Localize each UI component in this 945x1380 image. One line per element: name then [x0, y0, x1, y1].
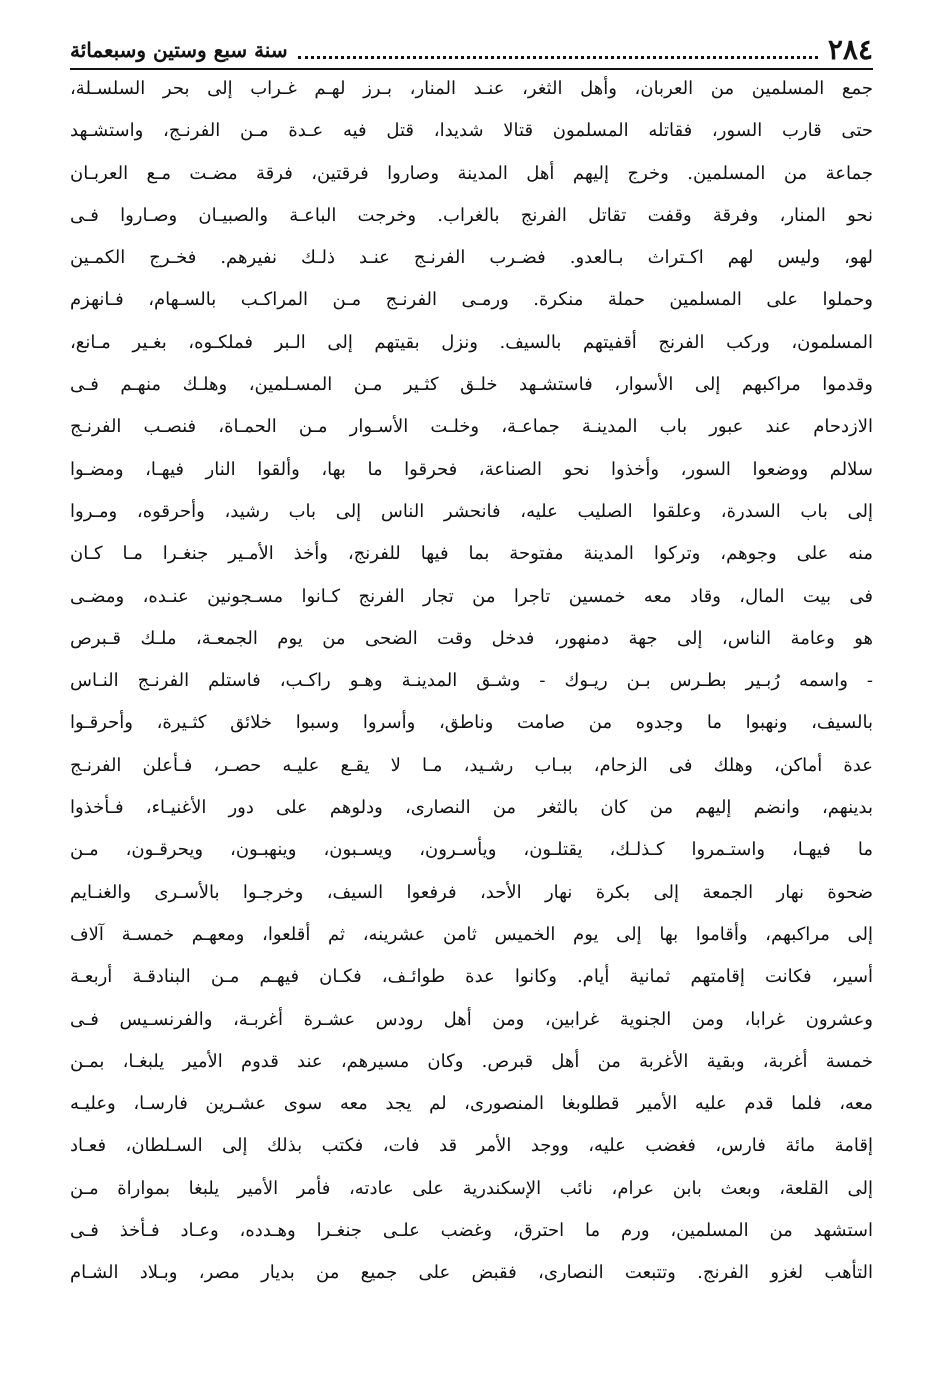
text-line: ما فيهـا، واستـمروا كـذلـك، يقتلـون، ويأسـرون، ويسـبون، وينهبـون، ويحرقـون، مـن — [70, 839, 873, 861]
text-line: إلى باب السدرة، وعلقوا الصليب عليه، فانحشر الناس إلى باب رشيد، وأحرقوه، ومـروا — [70, 500, 873, 522]
text-line: بالسيف، ونهبوا ما وجدوه من صامت وناطق، وأسروا وسبوا خلائق كثـيرة، وأحرقـوا — [70, 712, 873, 734]
text-line: إلى القلعة، وبعث بابن عرام، نائب الإسكندرية على عادته، فأمر الأمير يلبغا بمواراة مـن — [70, 1177, 873, 1199]
text-line: ضحوة نهار الجمعة إلى بكرة نهار الأحد، فرفعوا السيف، وخرجـوا بالأسـرى والغنـايم — [70, 881, 873, 903]
body-text — [70, 68, 873, 1295]
text-line: هو وعامة الناس، إلى جهة دمنهور، فدخل وقت الضحى من يوم الجمعـة، ملـك قـبرص — [70, 627, 873, 649]
text-line: إلى مراكبهم، وأقاموا بها إلى يوم الخميس ثامن عشرينه، ثم أقلعوا، ومعهـم خمسـة آلاف — [70, 923, 873, 945]
text-line: إقامة مائة فارس، فغضب عليه، ووجد الأمر قد فات، فكتب بذلك إلى السـلطان، فعـاد — [70, 1135, 873, 1157]
text-line: - واسمه رُبـير بطـرس بـن ريـوك - وشـق المدينـة وهـو راكـب، فاستلم الفرنـج النـاس — [70, 670, 873, 692]
text-line: الازدحام عند عبور باب المدينـة جماعـة، وخلـت الأسـوار مـن الحمـاة، فنصـب الفرنـج — [70, 416, 873, 438]
text-line: جمع المسلمين من العربان، وأهل الثغر، عنـد المنار، بـرز لهـم غـراب إلى بحر السلسـلة، — [70, 78, 873, 99]
page-header — [70, 30, 873, 70]
text-line: عدة أماكن، وهلك فى الزحام، ببـاب رشـيد، مـا لا يقـع عليـه حصـر، فـأعلن الفرنـج — [70, 754, 873, 776]
text-line: استشهد من المسلمين، ورم ما احترق، وغضب علـى جنغـرا وهـدده، وعـاد فـأخذ فـى — [70, 1220, 873, 1242]
text-line: لهو، وليس لهم اكـتراث بـالعدو. فضـرب الفرنـج عنـد ذلـك نفيرهم. فخـرج الكمـين — [70, 247, 873, 269]
page-number: ٢٨٤ — [827, 33, 873, 66]
text-line: المسلمون، وركب الفرنج أقفيتهم بالسيف. ونزل بقيتهم إلى الـبر فملكـوه، بغـير مـانع، — [70, 331, 873, 353]
header-dot-leader — [298, 56, 818, 59]
text-line: سلالم ووضعوا السور، وأخذوا نحو الصناعة، فحرقوا ما بها، وألقوا النار فيهـا، ومضـوا — [70, 458, 873, 480]
text-line: فى بيت المال، وقاد معه خمسين تاجرا من تجار الفرنج كـانوا مسـجونين عنـده، ومضـى — [70, 585, 873, 607]
running-title: سنة سبع وستين وسبعمائة — [70, 38, 288, 62]
text-line: حتى قارب السور، فقاتله المسلمون قتالا شديدا، قتل فيه عـدة مـن الفرنـج، واستشـهد — [70, 120, 873, 142]
text-line: التأهب لغزو الفرنج. وتتبعت النصارى، فقبض على جميع من بديار مصر، وبـلاد الشـام — [70, 1262, 873, 1284]
text-line: وقدموا مراكبهم إلى الأسوار، فاستشـهد خلـق كثـير مـن المسـلمين، وهلـك منهـم فـى — [70, 374, 873, 396]
text-line: نحو المنار، وفرقة وقفت تقاتل الفرنج بالغراب. وخرجت الباعـة والصبيـان وصـاروا فـى — [70, 204, 873, 226]
text-line: معه، فلما قدم عليه الأمير قطلوبغا المنصورى، لم يجد معه سوى عشـرين فارسـا، وعليـه — [70, 1093, 873, 1115]
text-line: وحملوا على المسلمين حملة منكرة. ورمـى الفرنـج مـن المراكـب بالسـهام، فـانهزم — [70, 289, 873, 311]
text-line: بدينهم، وانضم إليهم من كان بالثغر من النصارى، ودلوهم على دور الأغنيـاء، فـأخذوا — [70, 797, 873, 819]
text-line: خمسة أغربة، وبقية الأغربة من أهل قبرص. وكان مسيرهم، عند قدوم الأمير يلبغـا، بمـن — [70, 1050, 873, 1072]
text-line: وعشرون غرابا، ومن الجنوية غرابين، ومن أهل رودس عشـرة أغربـة، والفرنسـيس فـى — [70, 1008, 873, 1030]
text-line: منه على وجوهم، وتركوا المدينة مفتوحة بما فيها للفرنج، وأخذ الأمـير جنغـرا مـا كـان — [70, 543, 873, 565]
text-line: جماعة من المسلمين. وخرج إليهم أهل المدينة وصاروا فرقتين، فرقة مضـت مـع العربـان — [70, 162, 873, 184]
text-line: أسير، فكانت إقامتهم ثمانية أيام. وكانوا عدة طوائـف، فكـان فيهـم مـن البنادقـة أربعـة — [70, 966, 873, 988]
